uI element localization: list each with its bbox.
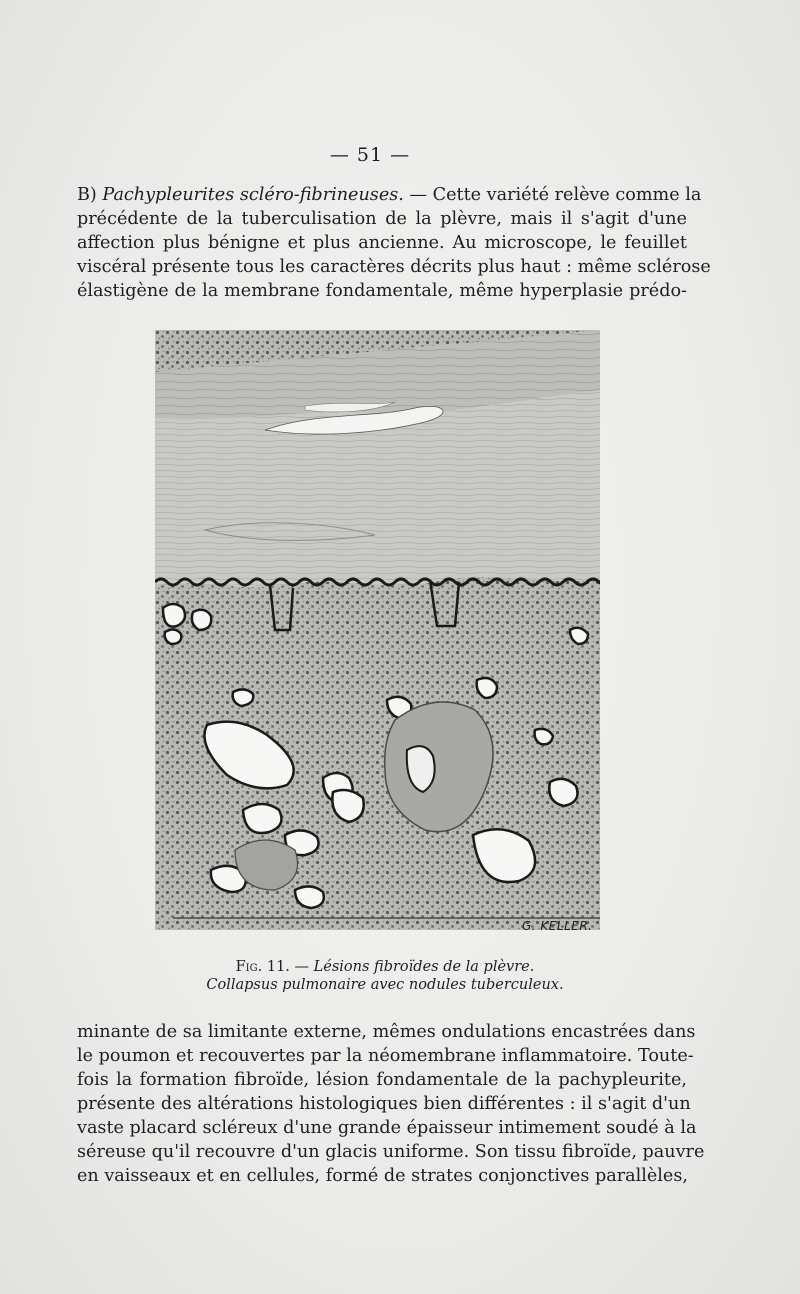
paragraph-line: viscéral présente tous les caractères décrits plus haut : même sclérose [77,257,711,277]
page-number: — 51 — [329,144,411,166]
histology-figure [155,330,600,930]
paragraph-line: le poumon et recouvertes par la néomembrane inflammatoire. Toute- [77,1046,694,1066]
histology-illustration [155,330,600,930]
continuation-paragraph [77,1020,705,1188]
section-paragraph [77,183,711,303]
paragraph-line: fois la formation fibroïde, lésion fondamentale de la pachypleurite, [77,1070,687,1090]
figure-title: Lésions fibroïdes de la plèvre. [313,959,535,975]
artist-signature: G. KELLER. [522,919,593,933]
paragraph-line: minante de sa limitante externe, mêmes ondulations encastrées dans [77,1022,696,1042]
paragraph-text: Cette variété relève comme la [432,185,702,205]
paragraph-line: précédente de la tuberculisation de la plèvre, mais il s'agit d'une [77,209,687,229]
paragraph-line: séreuse qu'il recouvre d'un glacis uniforme. Son tissu fibroïde, pauvre [77,1142,705,1162]
paragraph-line: en vaisseaux et en cellules, formé de strates conjonctives parallèles, [77,1166,688,1186]
paragraph-line: élastigène de la membrane fondamentale, même hyperplasie prédo- [77,281,687,301]
paragraph-line: affection plus bénigne et plus ancienne. Au microscope, le feuillet [77,233,687,253]
section-label: B) [77,185,97,205]
figure-caption [150,957,620,977]
figure-label: Fig. 11. — [235,959,310,975]
section-title: Pachypleurites scléro-fibrineuses. [102,185,404,205]
paragraph-line: vaste placard scléreux d'une grande épaisseur intimement soudé à la [77,1118,697,1138]
figure-caption-line2: Collapsus pulmonaire avec nodules tuberculeux. [206,977,564,993]
paragraph-line: présente des altérations histologiques bien différentes : il s'agit d'un [77,1094,691,1114]
paragraph-line: B) Pachypleurites scléro-fibrineuses. — Cette variété relève comme la [77,185,702,205]
